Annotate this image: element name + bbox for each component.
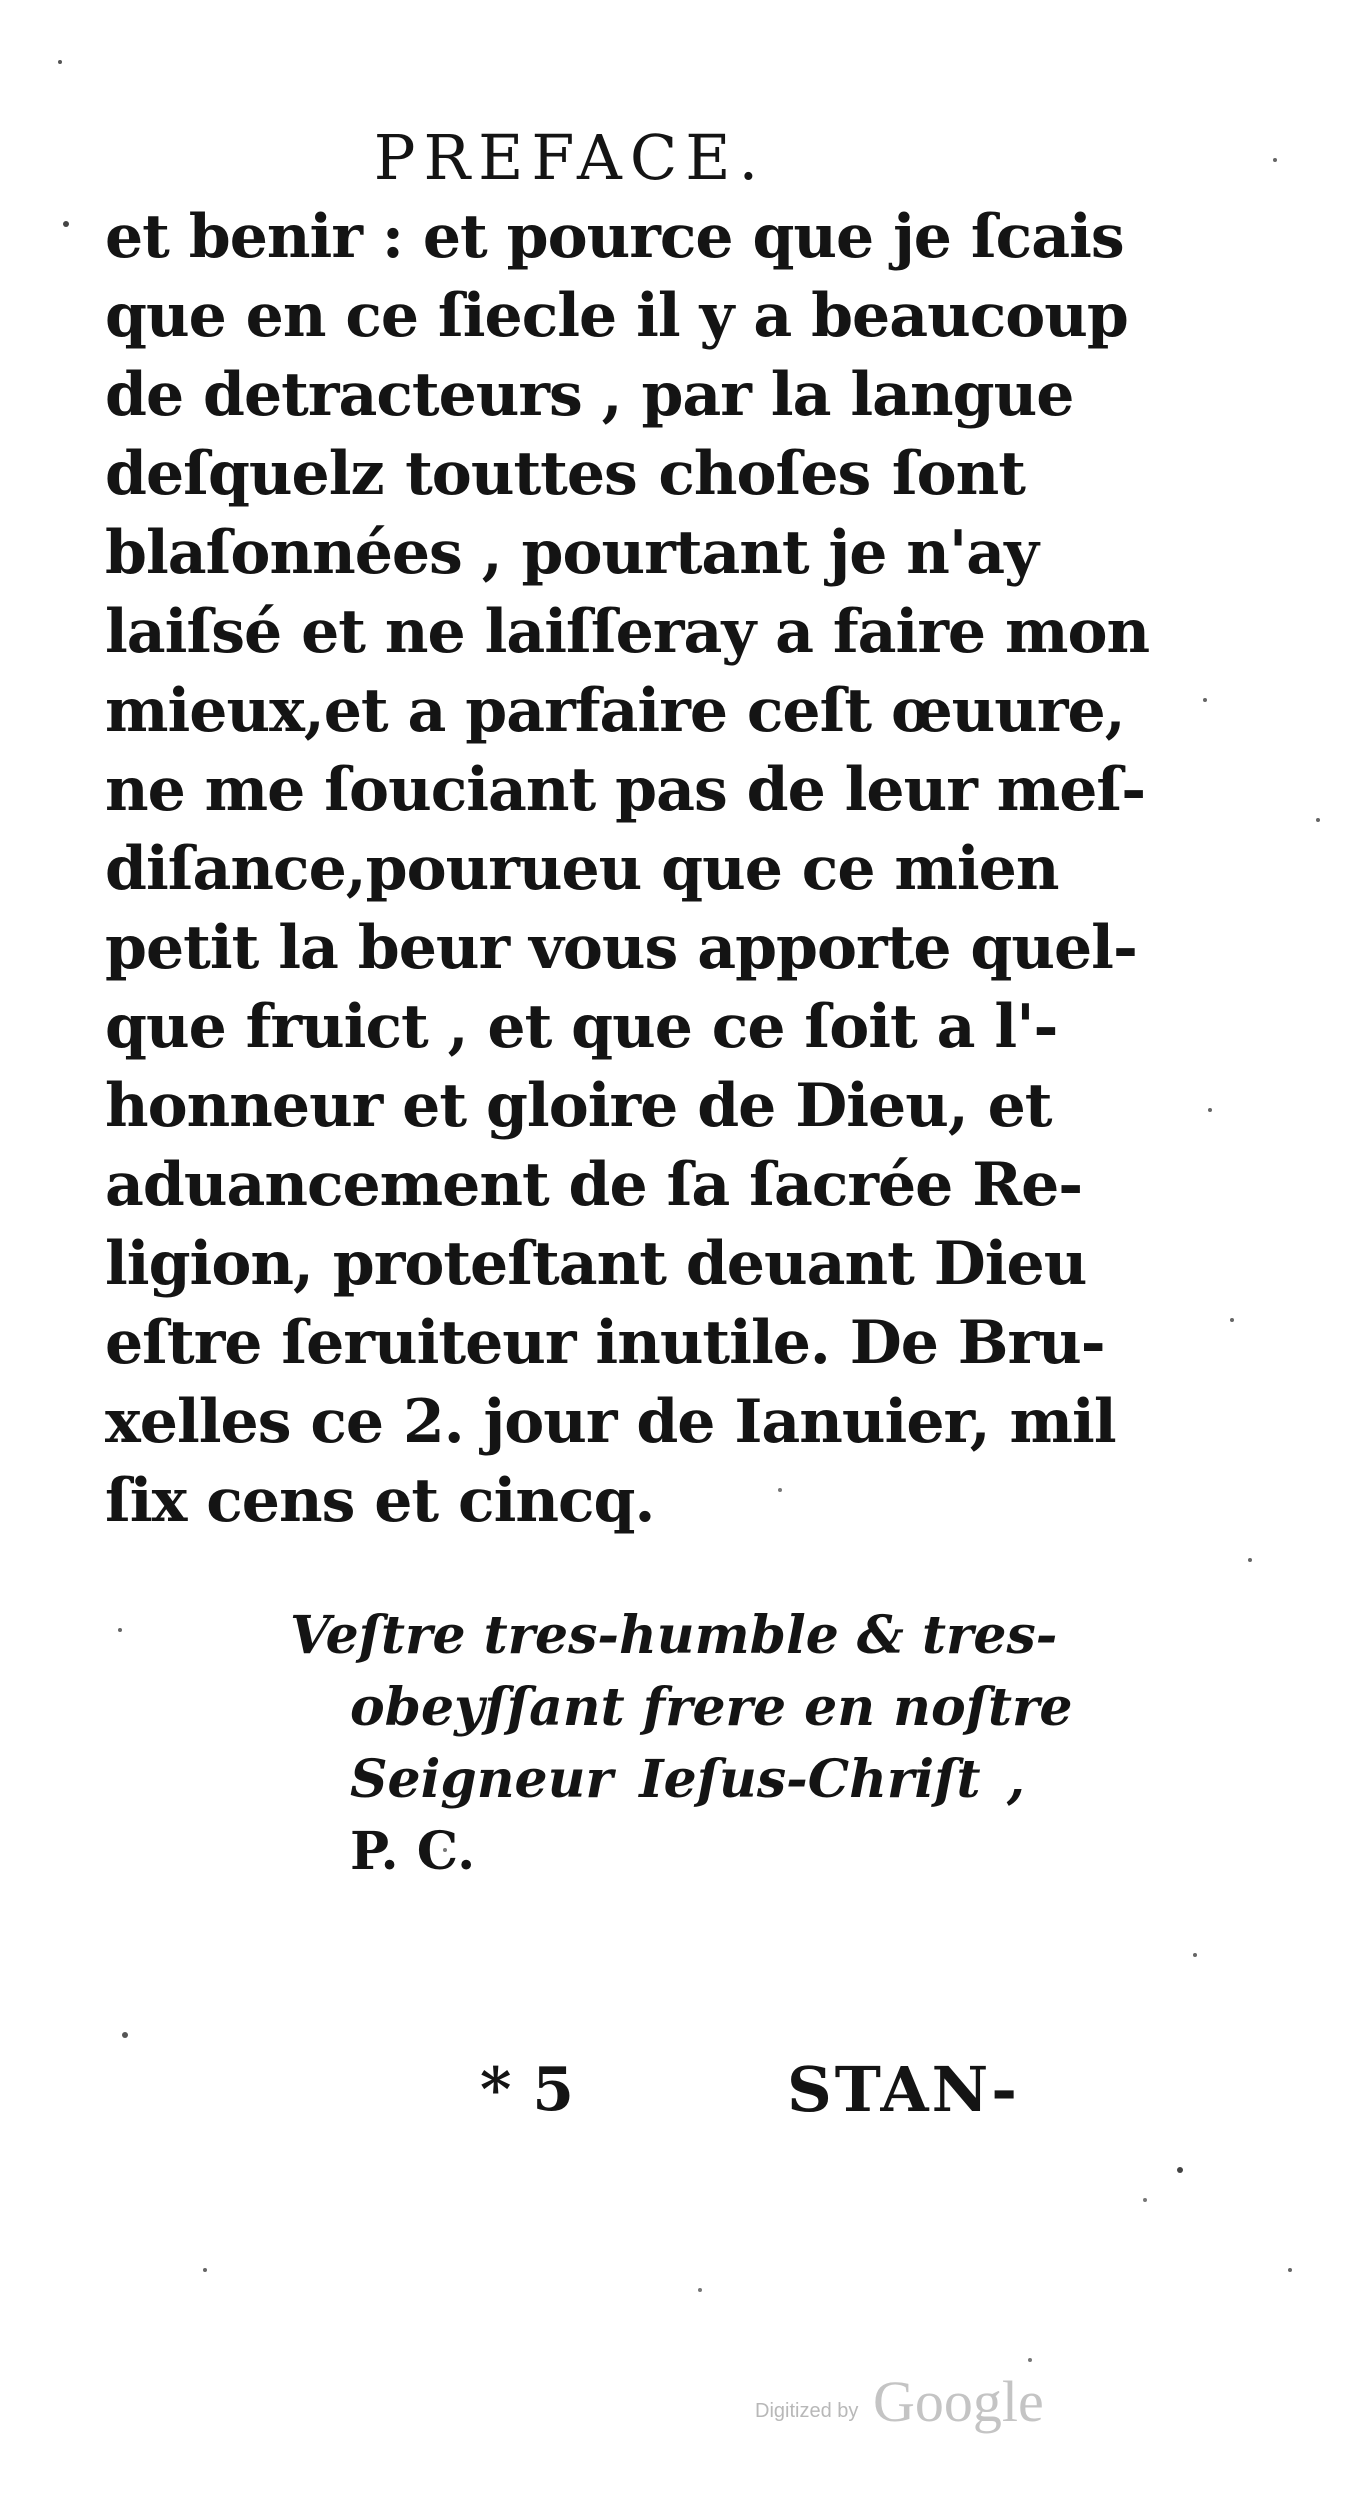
text-line: honneur et gloire de Dieu, et [105,1071,1052,1141]
text-line: ligion, proteſtant deuant Dieu [105,1229,1087,1299]
text-line: diſance,pourueu que ce mien [105,834,1059,904]
page-footer [470,2045,1030,2135]
text-line: de detracteurs , par la langue [105,360,1074,430]
text-line: que fruict , et que ce ſoit a l'- [105,992,1058,1062]
signature-line: Seigneur Ieſus-Chriſt , [350,1749,1025,1810]
watermark-prefix: Digitized by [755,2400,859,2422]
text-line: que en ce ſiecle il y a beaucoup [105,281,1128,351]
text-line: eſtre ſeruiteur inutile. De Bru- [105,1308,1105,1378]
page-header: PREFACE. [373,121,767,194]
signature-line: Veſtre tres-humble & tres- [290,1605,1058,1666]
text-line: xelles ce 2. jour de Ianuier, mil [105,1387,1116,1457]
text-line: aduancement de ſa ſacrée Re- [105,1150,1083,1220]
catchword: STAN- [786,2053,1020,2126]
google-logo: Google [873,2369,1044,2434]
text-line: petit la beur vous apporte quel- [105,913,1137,983]
signature-block [290,1600,1073,1888]
text-line: ſix cens et cincq. [105,1466,655,1536]
digitization-watermark [755,2368,1055,2438]
text-line: et benir : et pource que je ſcais [105,202,1124,272]
text-line: ne me ſouciant pas de leur meſ- [105,755,1146,825]
preface-text [105,198,1150,1541]
text-line: mieux,et a parfaire ceſt œuure, [105,676,1125,746]
text-line: blaſonnées , pourtant je n'ay [105,518,1039,588]
signature-initials: P. C. [350,1821,476,1882]
signature-mark: * 5 [480,2055,575,2125]
text-line: deſquelz touttes choſes ſont [105,439,1025,509]
text-line: laiſsé et ne laiſſeray a faire mon [105,597,1150,667]
signature-line: obeyſſant frere en noſtre [350,1677,1073,1738]
